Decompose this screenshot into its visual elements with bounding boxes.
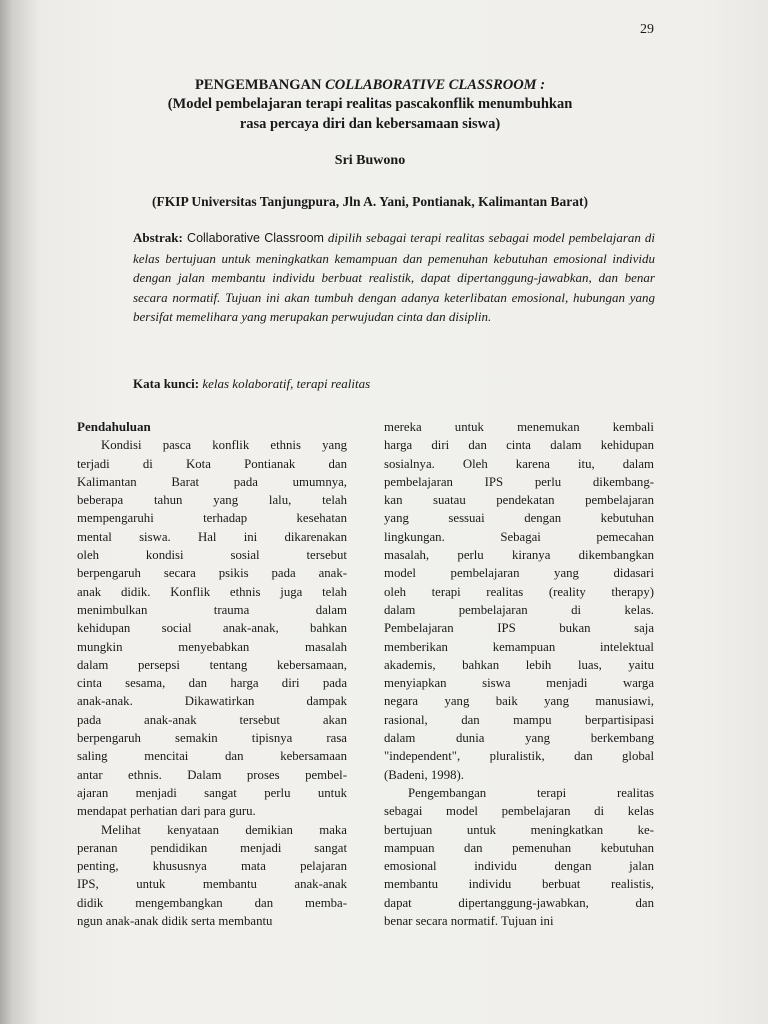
text-line: masalah, perlu kiranya dikembangkan bbox=[384, 548, 654, 563]
text-line: negara yang baik yang manusiawi, bbox=[384, 694, 654, 709]
left-column bbox=[77, 418, 347, 930]
text-line: oleh kondisi sosial tersebut bbox=[77, 548, 347, 563]
text-line: mungkin menyebabkan masalah bbox=[77, 639, 347, 654]
section-heading: Pendahuluan bbox=[77, 419, 151, 434]
text-line: dalam dunia yang berkembang bbox=[384, 731, 654, 746]
text-line: mempengaruhi terhadap kesehatan bbox=[77, 511, 347, 526]
text-line: ajaran menjadi sangat perlu untuk bbox=[77, 785, 347, 800]
page-number: 29 bbox=[640, 22, 654, 37]
text-line: IPS, untuk membantu anak-anak bbox=[77, 877, 347, 892]
text-line: kehidupan social anak-anak, bahkan bbox=[77, 621, 347, 636]
text-line: lingkungan. Sebagai pemecahan bbox=[384, 529, 654, 544]
text-line: emosional individu dengan jalan bbox=[384, 859, 654, 874]
text-line: pada anak-anak tersebut akan bbox=[77, 712, 347, 727]
text-line: dapat dipertanggung-jawabkan, dan bbox=[384, 895, 654, 910]
text-line: berpengaruh secara psikis pada anak- bbox=[77, 566, 347, 581]
text-line: menyiapkan siswa menjadi warga bbox=[384, 676, 654, 691]
title-italic: COLLABORATIVE CLASSROOM : bbox=[325, 77, 546, 93]
author-name: Sri Buwono bbox=[334, 153, 406, 168]
text-line: benar secara normatif. Tujuan ini bbox=[384, 914, 554, 929]
title-line-1 bbox=[80, 76, 660, 95]
abstract-body: dipilih sebagai terapi realitas sebagai model pembelajaran di kelas bertujuan untuk meningkatkan kemampuan dan pemenuhan kebutuhan emosional individu dengan jalan membantu individu berbuat realistik, dapat dipertanggung-jawabkan, dan benar secara normatif. Tujuan ini akan tumbuh dengan adanya keterlibatan emosional, hubungan yang bersifat memelihara yang merupakan perwujudan cinta dan disiplin. bbox=[133, 230, 656, 324]
author-affiliation: (FKIP Universitas Tanjungpura, Jln A. Yani, Pontianak, Kalimantan Barat) bbox=[151, 194, 589, 209]
text-line: Kalimantan Barat pada umumnya, bbox=[77, 474, 347, 489]
text-line: mampuan dan pemenuhan kebutuhan bbox=[384, 840, 654, 855]
text-line: harga diri dan cinta dalam kehidupan bbox=[384, 438, 654, 453]
text-line: saling mencitai dan kebersamaan bbox=[77, 749, 347, 764]
keywords bbox=[133, 376, 370, 392]
text-line: penting, khususnya mata pelajaran bbox=[77, 859, 347, 874]
text-line: (Badeni, 1998). bbox=[384, 767, 464, 782]
title-line-3: rasa percaya diri dan kebersamaan siswa) bbox=[239, 116, 501, 132]
text-line: oleh terapi realitas (reality therapy) bbox=[384, 584, 654, 599]
text-line: "independent", pluralistik, dan global bbox=[384, 749, 654, 764]
text-line: didik mengembangkan dan memba- bbox=[77, 895, 347, 910]
keywords-label: Kata kunci: bbox=[133, 376, 200, 391]
text-line: mereka untuk menemukan kembali bbox=[384, 420, 654, 434]
text-line: Pengembangan terapi realitas bbox=[408, 785, 654, 800]
text-line: peranan pendidikan menjadi sangat bbox=[77, 840, 347, 855]
text-line: akademis, bahkan lebih luas, yaitu bbox=[384, 657, 654, 672]
text-line: Melihat kenyataan demikian maka bbox=[101, 822, 347, 837]
text-line: beberapa tahun yang lalu, telah bbox=[77, 493, 347, 508]
text-line: rasional, dan mampu berpartisipasi bbox=[384, 712, 654, 727]
text-line: mental siswa. Hal ini dikarenakan bbox=[77, 529, 347, 544]
abstract bbox=[133, 228, 655, 327]
text-line: berpengaruh semakin tipisnya rasa bbox=[77, 731, 347, 746]
text-line: anak-anak. Dikawatirkan dampak bbox=[77, 694, 347, 709]
text-line: yang sessuai dengan kebutuhan bbox=[384, 511, 654, 526]
title-prefix: PENGEMBANGAN bbox=[194, 77, 326, 93]
text-line: Pembelajaran IPS bukan saja bbox=[384, 621, 654, 636]
text-line: cinta sesama, dan harga diri pada bbox=[77, 676, 347, 691]
text-line: terjadi di Kota Pontianak dan bbox=[77, 456, 347, 471]
keywords-value: kelas kolaboratif, terapi realitas bbox=[199, 376, 371, 391]
text-line: kan suatau pendekatan pembelajaran bbox=[384, 493, 654, 508]
text-line: sosialnya. Oleh karena itu, dalam bbox=[384, 456, 654, 471]
text-line: memberikan kemampuan intelektual bbox=[384, 639, 654, 654]
text-line: bertujuan untuk meningkatkan ke- bbox=[384, 822, 654, 837]
text-line: menimbulkan trauma dalam bbox=[77, 602, 347, 617]
abstract-lead: Collaborative Classroom bbox=[182, 231, 324, 245]
text-line: ngun anak-anak didik serta membantu bbox=[77, 914, 273, 929]
text-line: Kondisi pasca konflik ethnis yang bbox=[101, 438, 347, 453]
text-line: model pembelajaran yang didasari bbox=[384, 566, 654, 581]
text-line: antar ethnis. Dalam proses pembel- bbox=[77, 767, 347, 782]
title-line-2: (Model pembelajaran terapi realitas pascakonflik menumbuhkan bbox=[167, 96, 573, 112]
right-column bbox=[384, 418, 654, 930]
text-line: pembelajaran IPS perlu dikembang- bbox=[384, 474, 654, 489]
text-line: dalam persepsi tentang kebersamaan, bbox=[77, 657, 347, 672]
text-line: dalam pembelajaran di kelas. bbox=[384, 602, 654, 617]
text-line: membantu individu berbuat realistis, bbox=[384, 877, 654, 892]
left-column-text bbox=[77, 436, 347, 930]
text-line: sebagai model pembelajaran di kelas bbox=[384, 804, 654, 819]
text-line: anak didik. Konflik ethnis juga telah bbox=[77, 584, 347, 599]
right-column-text bbox=[384, 418, 654, 930]
text-line: mendapat perhatian dari para guru. bbox=[77, 804, 256, 819]
abstract-label: Abstrak: bbox=[133, 230, 183, 245]
